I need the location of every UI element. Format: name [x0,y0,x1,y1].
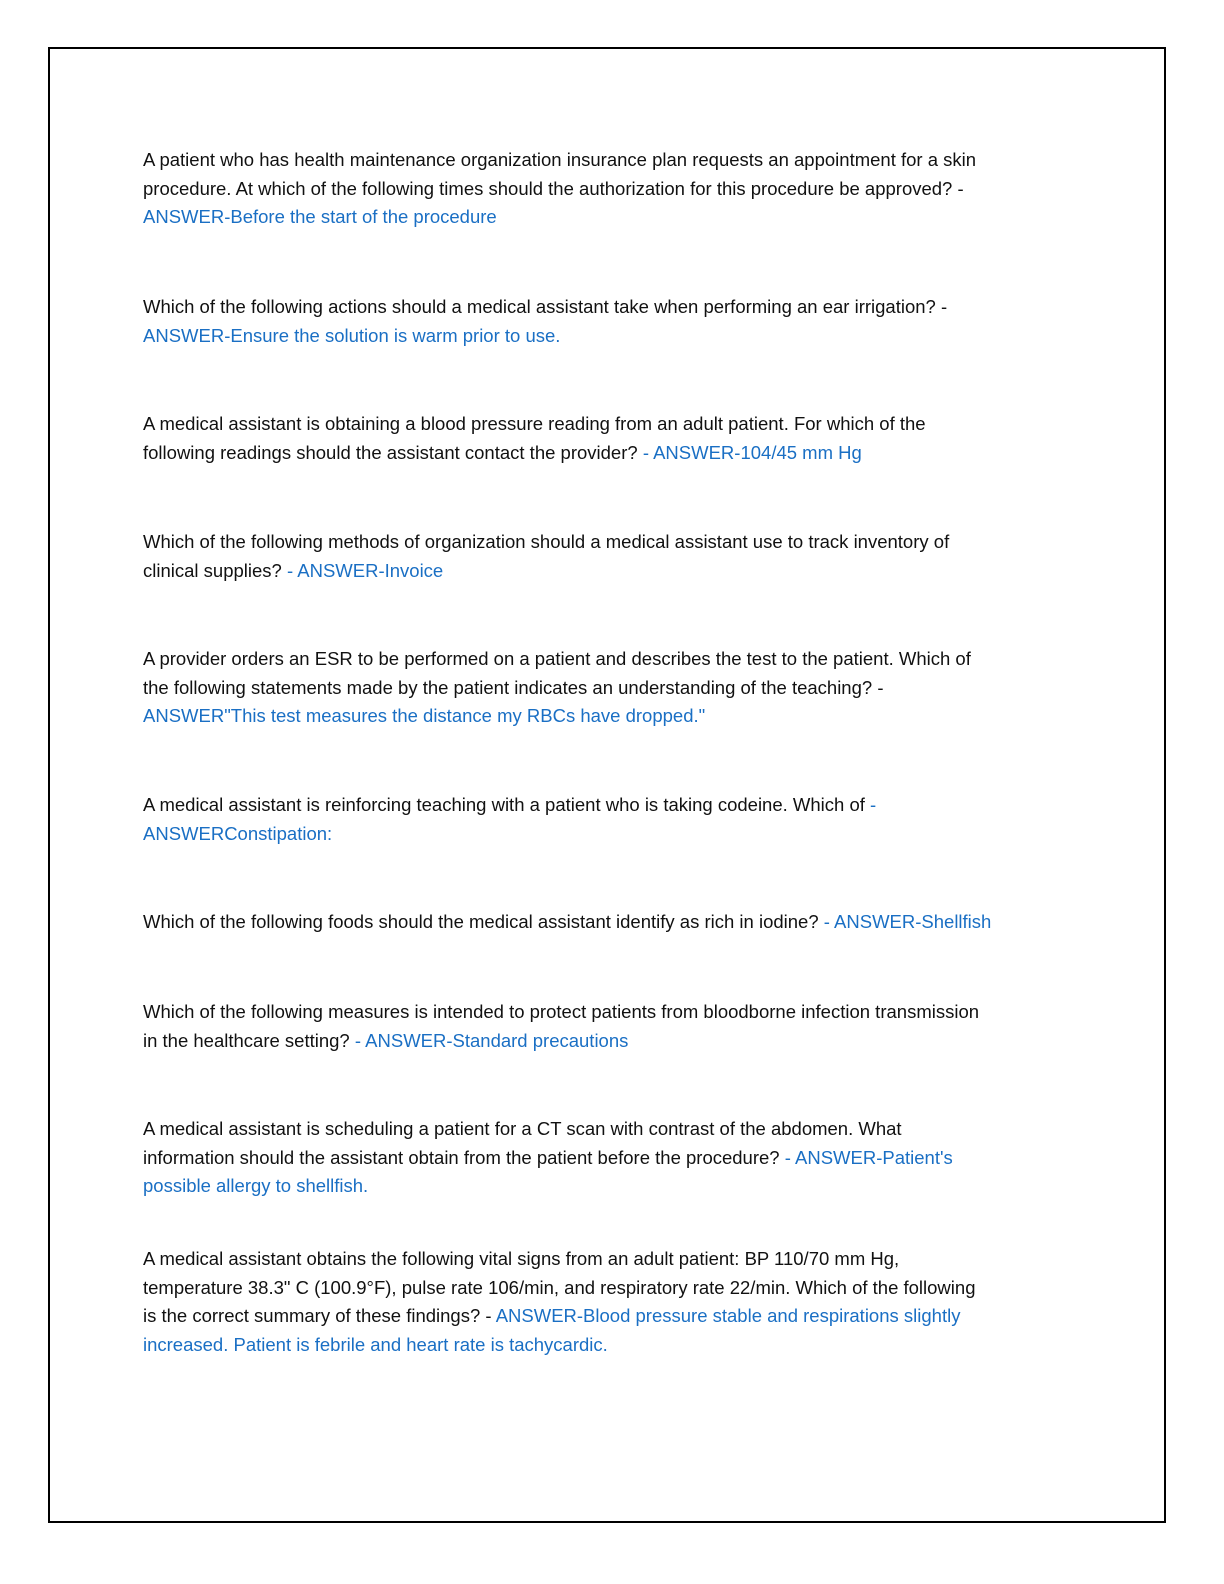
qa-item [143,293,1103,350]
question-text: clinical supplies? [143,559,287,581]
answer-text: possible allergy to shellfish. [143,1175,369,1197]
question-text: procedure. At which of the following times should the authorization for this procedure be approved? - [143,177,964,199]
text-line [143,674,1103,703]
text-line [143,1144,1103,1173]
answer-text: ANSWERConstipation: [143,822,333,844]
answer-text: - [870,794,877,815]
text-line [143,293,1103,322]
question-text: following readings should the assistant contact the provider? [143,441,643,463]
text-line [143,203,1103,232]
answer-text: - ANSWER-Patient's [784,1146,953,1168]
text-line [143,1172,1103,1201]
qa-item [143,528,1103,585]
answer-text: - ANSWER-104/45 mm Hg [642,441,862,463]
text-line [143,175,1103,204]
question-text: A medical assistant is reinforcing teaching with a patient who is taking codeine. Which of [143,794,871,815]
qa-item [143,1245,1103,1360]
qa-item [143,1115,1103,1201]
answer-text: - ANSWER-Invoice [286,559,444,581]
qa-item [143,791,1103,848]
text-line [143,528,1103,557]
text-line [143,1274,1103,1303]
question-text: A patient who has health maintenance organization insurance plan requests an appointment for a skin [143,149,977,170]
qa-item [143,410,1103,467]
answer-text: ANSWER"This test measures the distance my RBCs have dropped." [143,705,706,727]
question-text: Which of the following methods of organization should a medical assistant use to track inventory of [143,531,950,552]
text-line [143,645,1103,674]
text-line [143,1115,1103,1144]
text-line [143,908,1103,937]
question-text: A medical assistant obtains the following vital signs from an adult patient: BP 110/70 mm Hg, [143,1248,900,1269]
text-line [143,820,1103,849]
question-text: temperature 38.3" C (100.9°F), pulse rate 106/min, and respiratory rate 22/min. Which of the following [143,1276,976,1298]
question-text: the following statements made by the patient indicates an understanding of the teaching? - [143,676,884,698]
qa-item [143,998,1103,1055]
text-line [143,439,1103,468]
answer-text: - ANSWER-Shellfish [823,911,992,932]
answer-text: ANSWER-Blood pressure stable and respirations slightly [495,1305,961,1327]
question-text: Which of the following actions should a medical assistant take when performing an ear irrigation? - [143,296,948,317]
question-text: is the correct summary of these findings? - [143,1305,496,1327]
question-text: in the healthcare setting? [143,1029,355,1051]
text-line [143,146,1103,175]
text-line [143,1331,1103,1360]
answer-text: increased. Patient is febrile and heart rate is tachycardic. [143,1334,608,1356]
question-text: Which of the following measures is intended to protect patients from bloodborne infection transmission [143,1001,980,1022]
question-text: information should the assistant obtain from the patient before the procedure? [143,1146,785,1168]
answer-text: - ANSWER-Standard precautions [354,1029,629,1051]
question-text: A medical assistant is obtaining a blood pressure reading from an adult patient. For which of the [143,413,926,434]
qa-item [143,146,1103,232]
text-line [143,998,1103,1027]
question-text: A provider orders an ESR to be performed on a patient and describes the test to the patient. Which of [143,648,971,669]
text-line [143,410,1103,439]
answer-text: ANSWER-Ensure the solution is warm prior to use. [143,324,561,346]
text-line [143,322,1103,351]
question-text: Which of the following foods should the medical assistant identify as rich in iodine? [143,911,824,932]
text-line [143,791,1103,820]
text-line [143,1245,1103,1274]
qa-item [143,908,1103,937]
text-line [143,1027,1103,1056]
text-line [143,702,1103,731]
qa-item [143,645,1103,731]
answer-text: ANSWER-Before the start of the procedure [143,206,497,228]
text-line [143,1302,1103,1331]
question-text: A medical assistant is scheduling a patient for a CT scan with contrast of the abdomen. What [143,1118,902,1139]
text-line [143,557,1103,586]
